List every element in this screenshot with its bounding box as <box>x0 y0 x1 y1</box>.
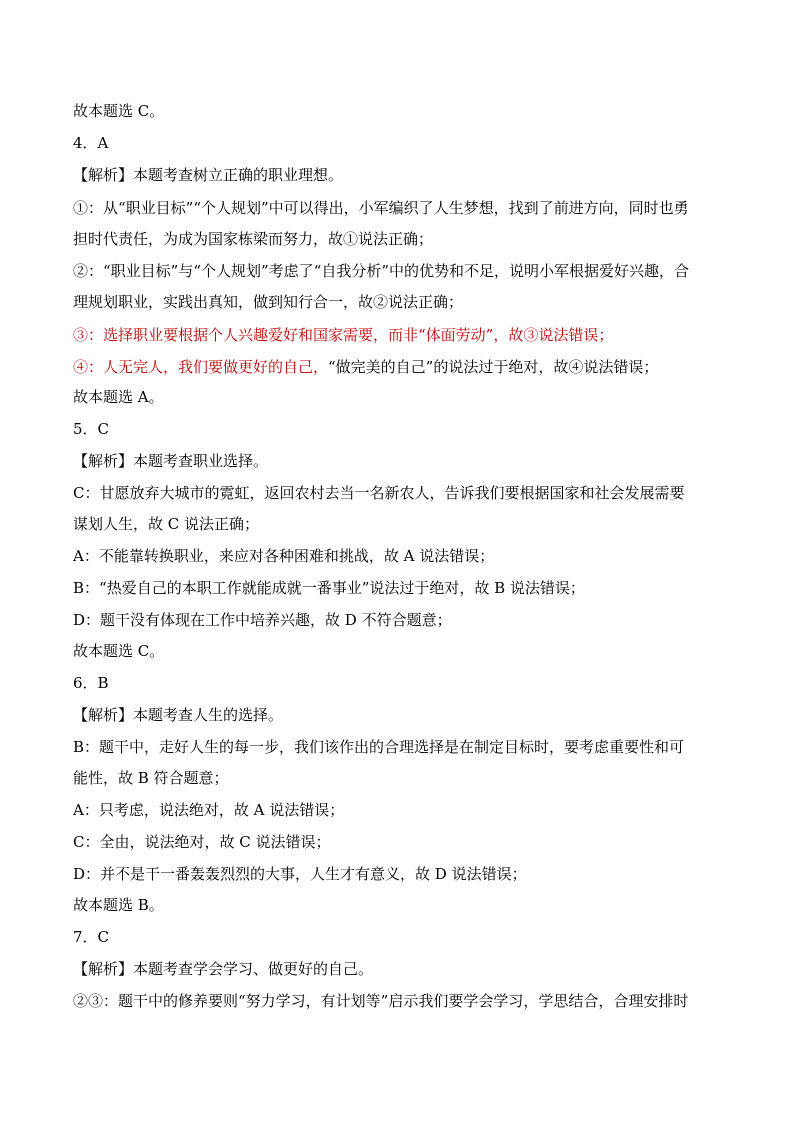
question-7-option-23: ②③：题干中的修养要则“努力学习，有计划等”启示我们要学会学习，学思结合，合理安排时 <box>73 992 689 1010</box>
question-6-answer: 6．B <box>73 674 109 692</box>
question-7-analysis: 【解析】本题考查学会学习、做更好的自己。 <box>73 960 374 978</box>
question-4-option-4-highlight: ④：人无完人，我们要做更好的自己， <box>73 358 329 376</box>
question-4-option-3: ③：选择职业要根据个人兴趣爱好和国家需要，而非“体面劳动”，故③说法错误； <box>73 326 614 344</box>
question-6-option-b-line-2: 能性，故 B 符合题意； <box>73 769 229 787</box>
question-5-option-c-line-1: C：甘愿放弃大城市的霓虹，返回农村去当一名新农人，告诉我们要根据国家和社会发展需要 <box>73 484 685 502</box>
question-5-analysis: 【解析】本题考查职业选择。 <box>73 452 269 470</box>
question-4-option-2-line-2: 理规划职业，实践出真知，做到知行合一，故②说法正确； <box>73 293 464 311</box>
question-4-option-4 <box>73 357 733 377</box>
question-5-option-b: B：“热爱自己的本职工作就能成就一番事业”说法过于绝对，故 B 说法错误； <box>73 579 585 597</box>
question-6-option-c: C：全由，说法绝对，故 C 说法错误； <box>73 833 331 851</box>
question-4-option-1-line-2: 担时代责任，为成为国家栋梁而努力，故①说法正确； <box>73 230 434 248</box>
question-4-answer: 4．A <box>73 134 109 152</box>
question-5-option-c-line-2: 谋划人生，故 C 说法正确； <box>73 515 260 533</box>
question-7-answer: 7．C <box>73 928 110 946</box>
question-5-option-a: A：不能靠转换职业，来应对各种困难和挑战，故 A 说法错误； <box>73 547 495 565</box>
answer-conclusion-6: 故本题选 B。 <box>73 896 164 914</box>
answer-conclusion-5: 故本题选 C。 <box>73 642 165 660</box>
question-4-analysis: 【解析】本题考查树立正确的职业理想。 <box>73 166 344 184</box>
answer-conclusion-4: 故本题选 A。 <box>73 388 164 406</box>
question-4-option-2-line-1: ②：“职业目标”与“个人规划”考虑了“自我分析”中的优势和不足，说明小军根据爱好兴趣，合 <box>73 262 690 280</box>
question-5-answer: 5．C <box>73 420 110 438</box>
question-6-analysis: 【解析】本题考查人生的选择。 <box>73 706 284 724</box>
question-6-option-a: A：只考虑，说法绝对，故 A 说法错误； <box>73 801 345 819</box>
question-4-option-1-line-1: ①：从“职业目标”“个人规划”中可以得出，小军编织了人生梦想，找到了前进方向，同时也勇 <box>73 199 689 217</box>
question-6-option-d: D：并不是干一番轰轰烈烈的大事，人生才有意义，故 D 说法错误； <box>73 865 527 883</box>
question-5-option-d: D：题干没有体现在工作中培养兴趣，故 D 不符合题意； <box>73 611 452 629</box>
answer-conclusion-3: 故本题选 C。 <box>73 102 165 120</box>
question-4-option-4-rest: “做完美的自己”的说法过于绝对，故④说法错误； <box>328 358 659 376</box>
question-6-option-b-line-1: B：题干中，走好人生的每一步，我们该作出的合理选择是在制定目标时，要考虑重要性和可 <box>73 738 685 756</box>
